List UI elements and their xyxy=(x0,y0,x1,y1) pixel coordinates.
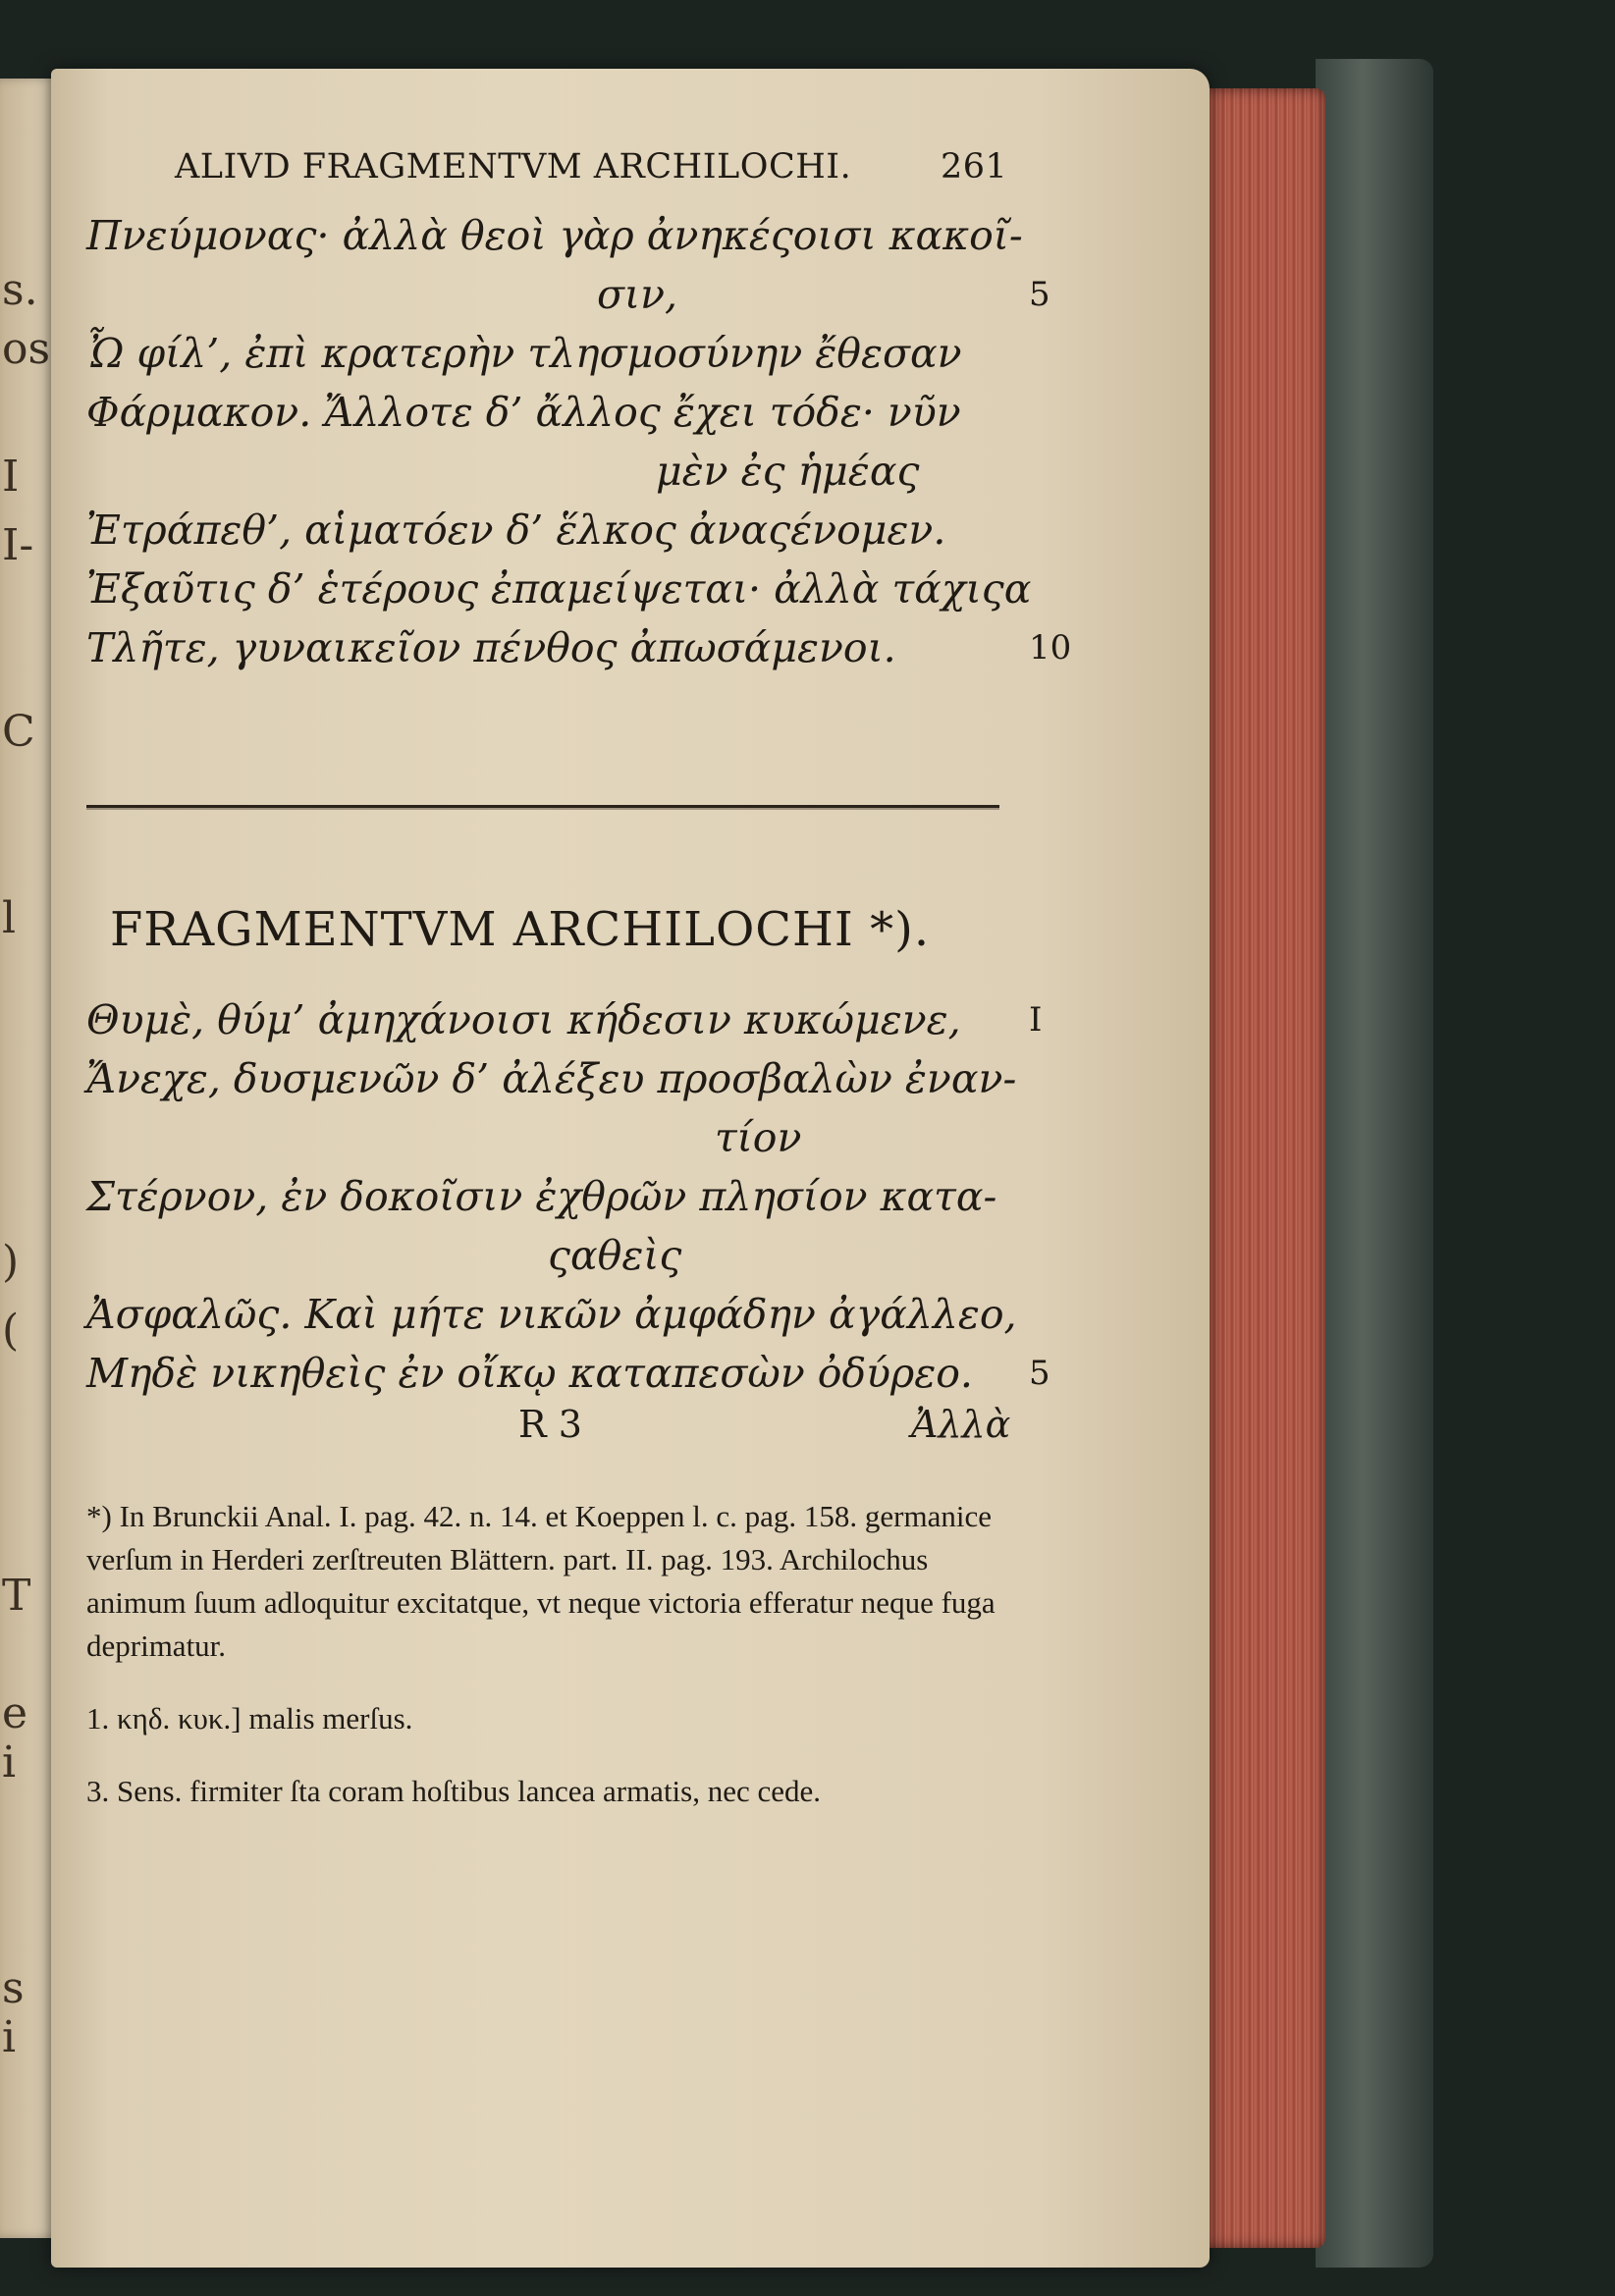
verse-line: Ἐτράπεθ’, αἱματόεν δ’ ἕλκος ἀναςένομεν. xyxy=(86,507,946,554)
catchword: Ἀλλὰ xyxy=(911,1403,1011,1446)
verse-line: Στέρνον, ἐν δοκοῖσιν ἐχθρῶν πλησίον κατα- xyxy=(86,1173,997,1220)
verse-line: Ἄνεχε, δυσμενῶν δ’ ἀλέξευ προσβαλὼν ἐναν- xyxy=(86,1055,1017,1102)
margin-fragment: i xyxy=(2,1737,17,1788)
margin-fragment: T xyxy=(2,1571,31,1621)
page-content xyxy=(86,147,1072,1813)
margin-fragment: os xyxy=(2,324,51,374)
margin-fragment: l xyxy=(2,893,17,943)
verse-line: Πνεύμονας· ἀλλὰ θεοὶ γὰρ ἀνηκέςοισι κακοῖ- xyxy=(86,212,1023,259)
margin-fragment: ( xyxy=(2,1306,20,1356)
section-divider-rule xyxy=(86,805,999,808)
verse-line-continuation: τίον xyxy=(715,1114,802,1161)
margin-fragment: i xyxy=(2,2012,17,2062)
verse-line-continuation: μὲν ἐς ἡμέας xyxy=(656,448,920,495)
line-number: 5 xyxy=(1029,275,1050,314)
verse-line: Μηδὲ νικηθεὶς ἐν οἴκῳ καταπεσὼν ὀδύρεο. 5 xyxy=(86,1344,1068,1403)
verse-line: Ἀσφαλῶς. Καὶ μήτε νικῶν ἀμφάδην ἀγάλλεο, xyxy=(86,1291,1017,1338)
verse-line: Ὦ φίλ’, ἐπὶ κρατερὴν τλησμοσύνην ἔθεσαν xyxy=(86,330,962,377)
greek-verse-block-2 xyxy=(86,990,1068,1403)
page-number: 261 xyxy=(941,147,1008,187)
verse-line: Ἐξαῦτις δ’ ἑτέρους ἐπαμείψεται· ἀλλὰ τάχιςα xyxy=(86,565,1032,613)
margin-fragment: ) xyxy=(2,1237,20,1287)
verse-line: Θυμὲ, θύμ’ ἀμηχάνοισι κήδεσιν κυκώμενε, I xyxy=(86,990,1068,1049)
book-cover xyxy=(1316,59,1433,2268)
margin-fragment: s xyxy=(2,1963,25,2013)
printer-signature: R 3 xyxy=(518,1403,582,1446)
margin-fragment: s. xyxy=(2,265,38,315)
section-heading: FRAGMENTVM ARCHILOCHI *). xyxy=(110,902,931,957)
verse-line: Φάρμακον. Ἄλλοτε δ’ ἄλλος ἔχει τόδε· νῦν xyxy=(86,389,961,436)
footnote: 3. Sens. firmiter ſta coram hoſtibus lancea armatis, nec cede. xyxy=(86,1774,822,1808)
page-block-edges xyxy=(1200,88,1325,2248)
line-number: 10 xyxy=(1029,628,1072,667)
footnote: *) In Brunckii Anal. I. pag. 42. n. 14. et Koeppen l. c. pag. 158. germanice verſum in Herderi zerſtreuten Blättern. part. II. pag. 193. Archilochus animum ſuum adloquitur excitatque, vt neque victoria efferatur neque fuga deprimatur. xyxy=(86,1499,996,1663)
verse-line-continuation: ςαθεὶς xyxy=(548,1232,682,1279)
running-title: ALIVD FRAGMENTVM ARCHILOCHI. xyxy=(175,147,852,187)
greek-verse-block-1 xyxy=(86,206,1072,677)
verse-line: Τλῆτε, γυναικεῖον πένθος ἀπωσάμενοι. 10 xyxy=(86,618,1068,677)
line-number: I xyxy=(1029,1000,1043,1040)
footnotes xyxy=(86,1495,999,1813)
margin-fragment: I- xyxy=(2,520,34,570)
footnote: 1. κηδ. κυκ.] malis merſus. xyxy=(86,1701,413,1735)
line-number: 5 xyxy=(1029,1354,1050,1393)
verse-line-continuation: σιν, 5 xyxy=(86,265,1068,324)
margin-fragment: I xyxy=(2,452,20,502)
margin-fragment: e xyxy=(2,1688,28,1738)
running-header xyxy=(86,147,1068,206)
signature-line xyxy=(86,1403,1068,1462)
margin-fragment: C xyxy=(2,707,35,757)
